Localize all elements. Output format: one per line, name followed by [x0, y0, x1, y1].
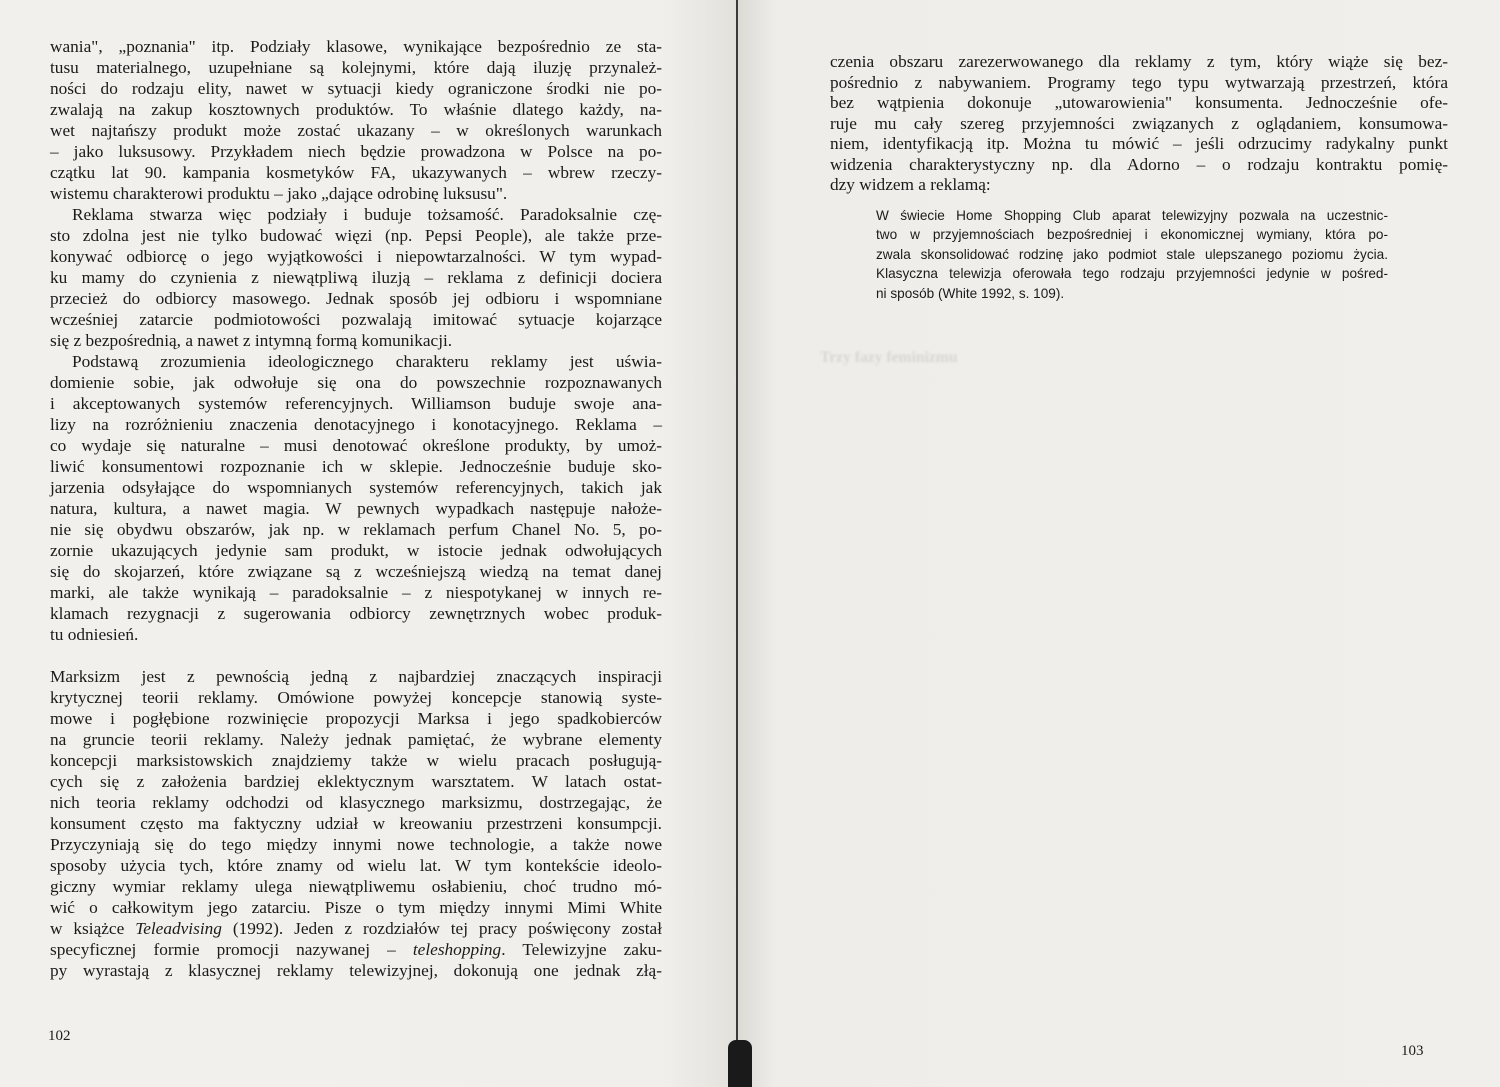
right-page-text [820, 52, 1448, 381]
left-page [0, 0, 736, 1087]
left-page-text [50, 36, 662, 981]
page-number: 102 [48, 1028, 71, 1044]
text-line: przecież do odbiorcy masowego. Jednak sposób jej odbioru i wspomniane [50, 289, 662, 308]
text-line: ruje mu cały szereg przyjemności związanych z oglądaniem, konsumowa- [830, 113, 1448, 133]
quote-line: two w przyjemnościach bezpośredniej i ekonomicznej wymiany, która po- [876, 227, 1388, 242]
text-line: zwalają na zakup kosztownych produktów. To właśnie dlatego każdy, na- [50, 100, 662, 119]
text-line: koncepcji marksistowskich znajdziemy także w wielu pracach posługują- [50, 751, 662, 770]
quote-line: ni sposób (White 1992, s. 109). [876, 285, 1065, 301]
text-line: Przyczyniają się do tego między innymi nowe technologie, a także nowe [50, 835, 662, 854]
text-line: konywać odbiorcę o jego wyjątkowości i niepowtarzalności. W tym wypad- [50, 247, 662, 266]
text-line: wcześniej zatarcie podmiotowości pozwalają imitować sytuacje kojarzące [50, 310, 662, 329]
text-line: ności do rodzaju elity, nawet w sytuacji kiedy ograniczone środki nie po- [50, 79, 662, 98]
text-line: domienie sobie, jak odwołuje się ona do powszechnie rozpoznawanych [50, 373, 662, 392]
page-number: 103 [1401, 1043, 1424, 1059]
text-line: bez wątpienia dokonuje „utowarowienia" konsumenta. Jednocześnie ofe- [830, 93, 1448, 112]
text-line: lizy na rozróżnieniu znaczenia denotacyjnego i konotacyjnego. Reklama – [50, 415, 662, 434]
text-line: czątku lat 90. kampania kosmetyków FA, ukazywanych – wbrew rzeczy- [50, 163, 662, 182]
book-spine-shadow [728, 1040, 752, 1087]
text-line: nie się obydwu obszarów, jak np. w reklamach perfum Chanel No. 5, po- [50, 520, 662, 539]
quote-line: W świecie Home Shopping Club aparat telewizyjny pozwala na uczestnic- [876, 207, 1388, 223]
quote-line: zwala skonsolidować rodzinę jako podmiot stale ulepszanego poziomu życia. [876, 246, 1388, 262]
text-line [50, 939, 662, 960]
text-line: sto zdolna jest nie tylko budować więzi (np. Pepsi People), ale także prze- [50, 226, 662, 245]
book-title: Teleadvising [135, 919, 222, 938]
text-line: mowe i pogłębione rozwinięcie propozycji Marksa i jego spadkobierców [50, 709, 662, 728]
show-through-text [820, 343, 1430, 373]
text-line: i akceptowanych systemów referencyjnych. Williamson buduje swoje ana- [50, 394, 662, 413]
text-segment: specyficznej formie promocji nazywanej – [50, 940, 413, 959]
text-line: się do skojarzeń, które związane są z wcześniejszą wiedzą na temat danej [50, 562, 662, 581]
show-through-heading: Trzy fazy feminizmu [820, 349, 958, 366]
block-quote [876, 206, 1388, 304]
quote-line: Klasyczna telewizja oferowała tego rodzaju przyjemności jedynie w pośred- [876, 266, 1388, 281]
text-line: pośrednio z nabywaniem. Programy tego typu wytwarzają przestrzeń, która [830, 72, 1448, 92]
text-line: giczny wymiar reklamy ulega niewątpliwemu osłabieniu, choć trudno mó- [50, 877, 662, 896]
text-line: sposoby użycia tych, które znamy od wielu lat. W tym kontekście ideolo- [50, 856, 662, 875]
text-line: marki, ale także wynikają – paradoksalnie – z niespotykanej w innych re- [50, 583, 662, 602]
text-line: wić o całkowitym jego zatarciu. Pisze o tym między innymi Mimi White [50, 898, 662, 917]
text-segment: . Telewizyjne zaku- [501, 940, 662, 959]
text-line: jarzenia odsyłające do wspomnianych systemów referencyjnych, takich jak [50, 478, 662, 497]
text-line: klamach rezygnacji z sugerowania odbiorcy zewnętrznych wobec produk- [50, 604, 662, 623]
text-line: dzy widzem a reklamą: [830, 175, 991, 194]
text-line: Reklama stwarza więc podziały i buduje tożsamość. Paradoksalnie czę- [72, 205, 662, 224]
text-line: się z bezpośrednią, a nawet z intymną formą komunikacji. [50, 331, 453, 350]
text-line: py wyrastają z klasycznej reklamy telewizyjnej, dokonują one jednak złą- [50, 961, 662, 980]
text-line: tusu materialnego, uzupełniane są kolejnymi, które dają iluzję przynależ- [50, 58, 662, 77]
text-line: niem, identyfikacją itp. Można tu mówić – jeśli odrzucimy radykalny punkt [830, 134, 1448, 153]
italic-term: teleshopping [412, 940, 502, 959]
text-line: wistemu charakterowi produktu – jako „dające odrobinę luksusu". [50, 184, 508, 203]
text-line: tu odniesień. [50, 625, 139, 644]
text-line: konsument często ma faktyczny udział w kreowaniu przestrzeni konsumpcji. [50, 814, 662, 833]
text-line: liwić konsumentowi rozpoznanie ich w sklepie. Jednocześnie buduje sko- [50, 457, 662, 476]
text-line: Podstawą zrozumienia ideologicznego charakteru reklamy jest uświa- [72, 352, 662, 371]
text-line [50, 918, 662, 939]
text-line: cych się z założenia bardziej eklektycznym warsztatem. W latach ostat- [50, 772, 662, 791]
text-line: krytycznej teorii reklamy. Omówione powyżej koncepcje stanowią syste- [50, 688, 662, 707]
text-segment: (1992). Jeden z rozdziałów tej pracy poświęcony został [221, 919, 662, 938]
text-line: widzenia charakterystyczny np. dla Adorno – o rodzaju kontraktu pomię- [830, 154, 1448, 174]
text-line: Marksizm jest z pewnością jedną z najbardziej znaczących inspiracji [50, 667, 662, 686]
text-line: wania", „poznania" itp. Podziały klasowe, wynikające bezpośrednio ze sta- [50, 37, 662, 56]
right-page [738, 0, 1500, 1087]
text-line: – jako luksusowy. Przykładem niech będzie prowadzona w Polsce na po- [50, 142, 662, 161]
text-line: na gruncie teorii reklamy. Należy jednak pamiętać, że wybrane elementy [50, 730, 662, 749]
text-line: nich teoria reklamy odchodzi od klasycznego marksizmu, dostrzegając, że [50, 793, 662, 812]
text-line: co wydaje się naturalne – musi denotować określone produkty, by umoż- [50, 436, 662, 455]
text-line: zornie ukazujących jedynie sam produkt, w istocie jednak odwołujących [50, 541, 662, 560]
text-segment: w książce [50, 919, 136, 938]
text-line: czenia obszaru zarezerwowanego dla reklamy z tym, który wiąże się bez- [830, 52, 1448, 71]
paragraph-gap [50, 645, 662, 666]
text-line: ku mamy do czynienia z niewątpliwą iluzją – reklama z definicji dociera [50, 268, 662, 287]
text-line: natura, kultura, a nawet magia. W pewnych wypadkach następuje nałoże- [50, 499, 662, 518]
text-line: wet najtańszy produkt może zostać ukazany – w określonych warunkach [50, 121, 662, 140]
